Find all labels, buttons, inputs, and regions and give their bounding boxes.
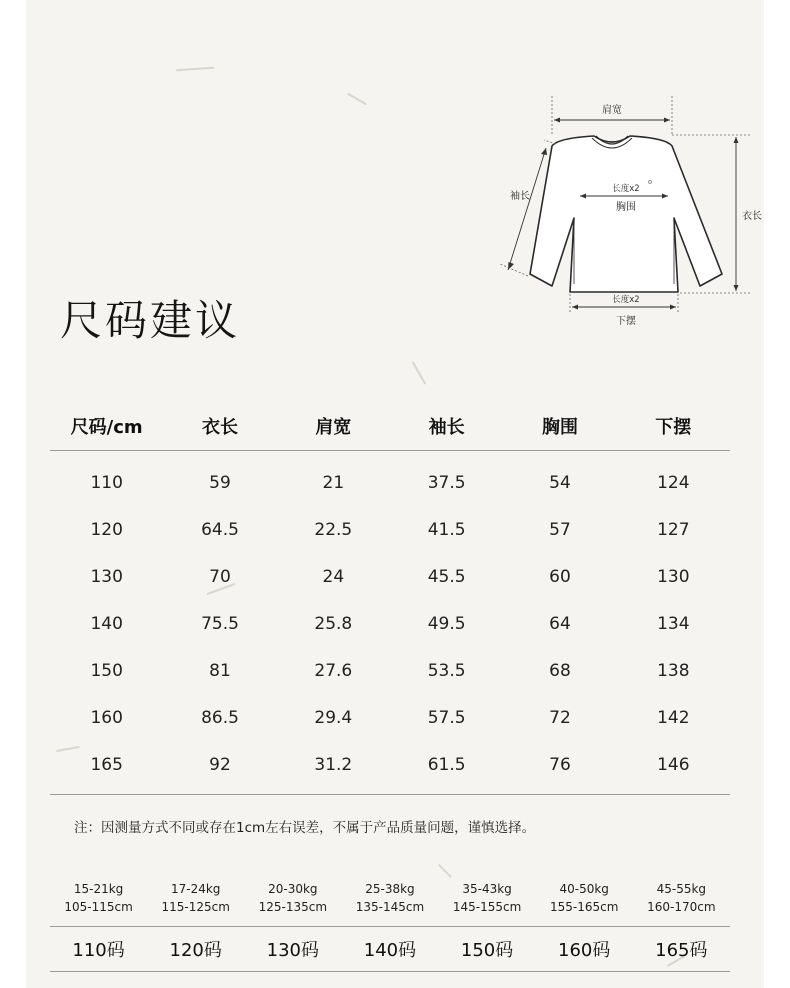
- weight-height-row: [50, 880, 730, 916]
- table-cell: 61.5: [427, 754, 466, 775]
- table-cell: 160: [90, 707, 123, 728]
- table-row: [50, 553, 730, 600]
- table-cell: 37.5: [427, 472, 466, 493]
- height-range: 155-165cm: [549, 900, 619, 914]
- weight-range: 25-38kg: [365, 882, 415, 896]
- recommend-item: [633, 880, 730, 916]
- table-row: [50, 600, 730, 647]
- sleeve-label: 袖长: [510, 191, 530, 202]
- height-range: 160-170cm: [647, 900, 716, 914]
- table-cell: 57.5: [427, 707, 466, 728]
- table-cell: 49.5: [427, 613, 466, 634]
- measurement-note: 注：因测量方式不同或存在1cm左右误差，不属于产品质量问题，谨慎选择。: [74, 820, 536, 836]
- paper-fleck: [438, 864, 452, 878]
- table-cell: 130: [657, 566, 690, 587]
- table-row: [50, 506, 730, 553]
- header-size: 尺码/cm: [70, 417, 143, 438]
- table-cell: 142: [657, 707, 690, 728]
- height-range: 125-135cm: [258, 900, 328, 914]
- table-header: [50, 402, 730, 451]
- height-range: 145-155cm: [452, 900, 522, 914]
- chest-note-label: 长度x2: [612, 184, 640, 194]
- recommend-item: [50, 880, 147, 916]
- height-range: 115-125cm: [161, 900, 230, 914]
- table-cell: 53.5: [427, 660, 466, 681]
- table-cell: 45.5: [427, 566, 466, 587]
- paper-fleck: [412, 361, 427, 385]
- recommended-size: 120码: [169, 940, 222, 961]
- weight-range: 20-30kg: [268, 882, 318, 896]
- table-cell: 110: [90, 472, 123, 493]
- height-range: 135-145cm: [355, 900, 425, 914]
- table-cell: 60: [549, 566, 571, 587]
- paper-fleck: [176, 67, 214, 72]
- hem-note-label: 长度x2: [612, 295, 640, 305]
- table-cell: 72: [549, 707, 571, 728]
- page-title: 尺码建议: [60, 296, 241, 345]
- recommend-item: [439, 880, 536, 916]
- table-cell: 120: [90, 519, 123, 540]
- weight-range: 40-50kg: [559, 882, 609, 896]
- table-cell: 150: [90, 660, 123, 681]
- recommended-size: 140码: [363, 940, 417, 961]
- garment-measure-diagram: [468, 88, 762, 338]
- sweatshirt-icon: [530, 136, 722, 292]
- shoulder-label: 肩宽: [602, 105, 622, 116]
- length-label: 衣长: [742, 211, 762, 222]
- chest-label: 胸围: [616, 202, 636, 213]
- table-cell: 25.8: [314, 613, 353, 634]
- table-row: [50, 647, 730, 694]
- size-guide-page: [26, 0, 764, 988]
- recommend-item: [147, 880, 244, 916]
- recommend-item: [341, 880, 438, 916]
- table-cell: 140: [90, 613, 123, 634]
- table-cell: 22.5: [314, 519, 353, 540]
- recommended-size: 110码: [72, 940, 125, 961]
- table-cell: 81: [209, 660, 231, 681]
- table-cell: 64: [549, 613, 571, 634]
- table-row: [50, 459, 730, 506]
- paper-fleck: [347, 93, 367, 106]
- table-cell: 24: [322, 566, 345, 587]
- size-table: [50, 402, 730, 795]
- table-cell: 92: [209, 754, 231, 775]
- table-cell: 76: [549, 754, 571, 775]
- weight-range: 35-43kg: [462, 882, 512, 896]
- recommended-size: 160码: [558, 940, 611, 961]
- table-cell: 57: [549, 519, 571, 540]
- table-cell: 21: [322, 472, 345, 493]
- table-cell: 41.5: [427, 519, 466, 540]
- header-shoulder: 肩宽: [315, 417, 352, 438]
- header-hem: 下摆: [655, 417, 692, 438]
- header-sleeve: 袖长: [428, 417, 465, 438]
- table-cell: 124: [657, 472, 690, 493]
- recommend-item: [244, 880, 341, 916]
- header-length: 衣长: [201, 417, 238, 438]
- table-cell: 54: [549, 472, 571, 493]
- table-row: [50, 694, 730, 741]
- header-chest: 胸围: [541, 417, 578, 438]
- recommended-size-row: [50, 926, 730, 972]
- table-cell: 68: [549, 660, 571, 681]
- table-cell: 134: [657, 613, 690, 634]
- table-cell: 86.5: [201, 707, 239, 728]
- table-cell: 138: [657, 660, 690, 681]
- height-range: 105-115cm: [64, 900, 133, 914]
- table-cell: 146: [657, 754, 690, 775]
- table-cell: 31.2: [314, 754, 353, 775]
- recommend-item: [536, 880, 633, 916]
- weight-range: 15-21kg: [73, 882, 124, 896]
- recommended-size: 150码: [460, 940, 514, 961]
- table-cell: 127: [657, 519, 690, 540]
- hem-label: 下摆: [616, 316, 636, 327]
- table-cell: 70: [209, 566, 231, 587]
- weight-range: 17-24kg: [170, 882, 221, 896]
- recommended-size: 165码: [655, 940, 708, 961]
- weight-range: 45-55kg: [656, 882, 707, 896]
- table-body: [50, 451, 730, 795]
- table-row: [50, 741, 730, 788]
- table-cell: 64.5: [201, 519, 239, 540]
- table-cell: 27.6: [314, 660, 353, 681]
- table-cell: 75.5: [201, 613, 239, 634]
- table-cell: 130: [90, 566, 123, 587]
- table-cell: 59: [209, 472, 231, 493]
- table-cell: 29.4: [314, 707, 353, 728]
- recommended-size: 130码: [266, 940, 319, 961]
- table-cell: 165: [90, 754, 123, 775]
